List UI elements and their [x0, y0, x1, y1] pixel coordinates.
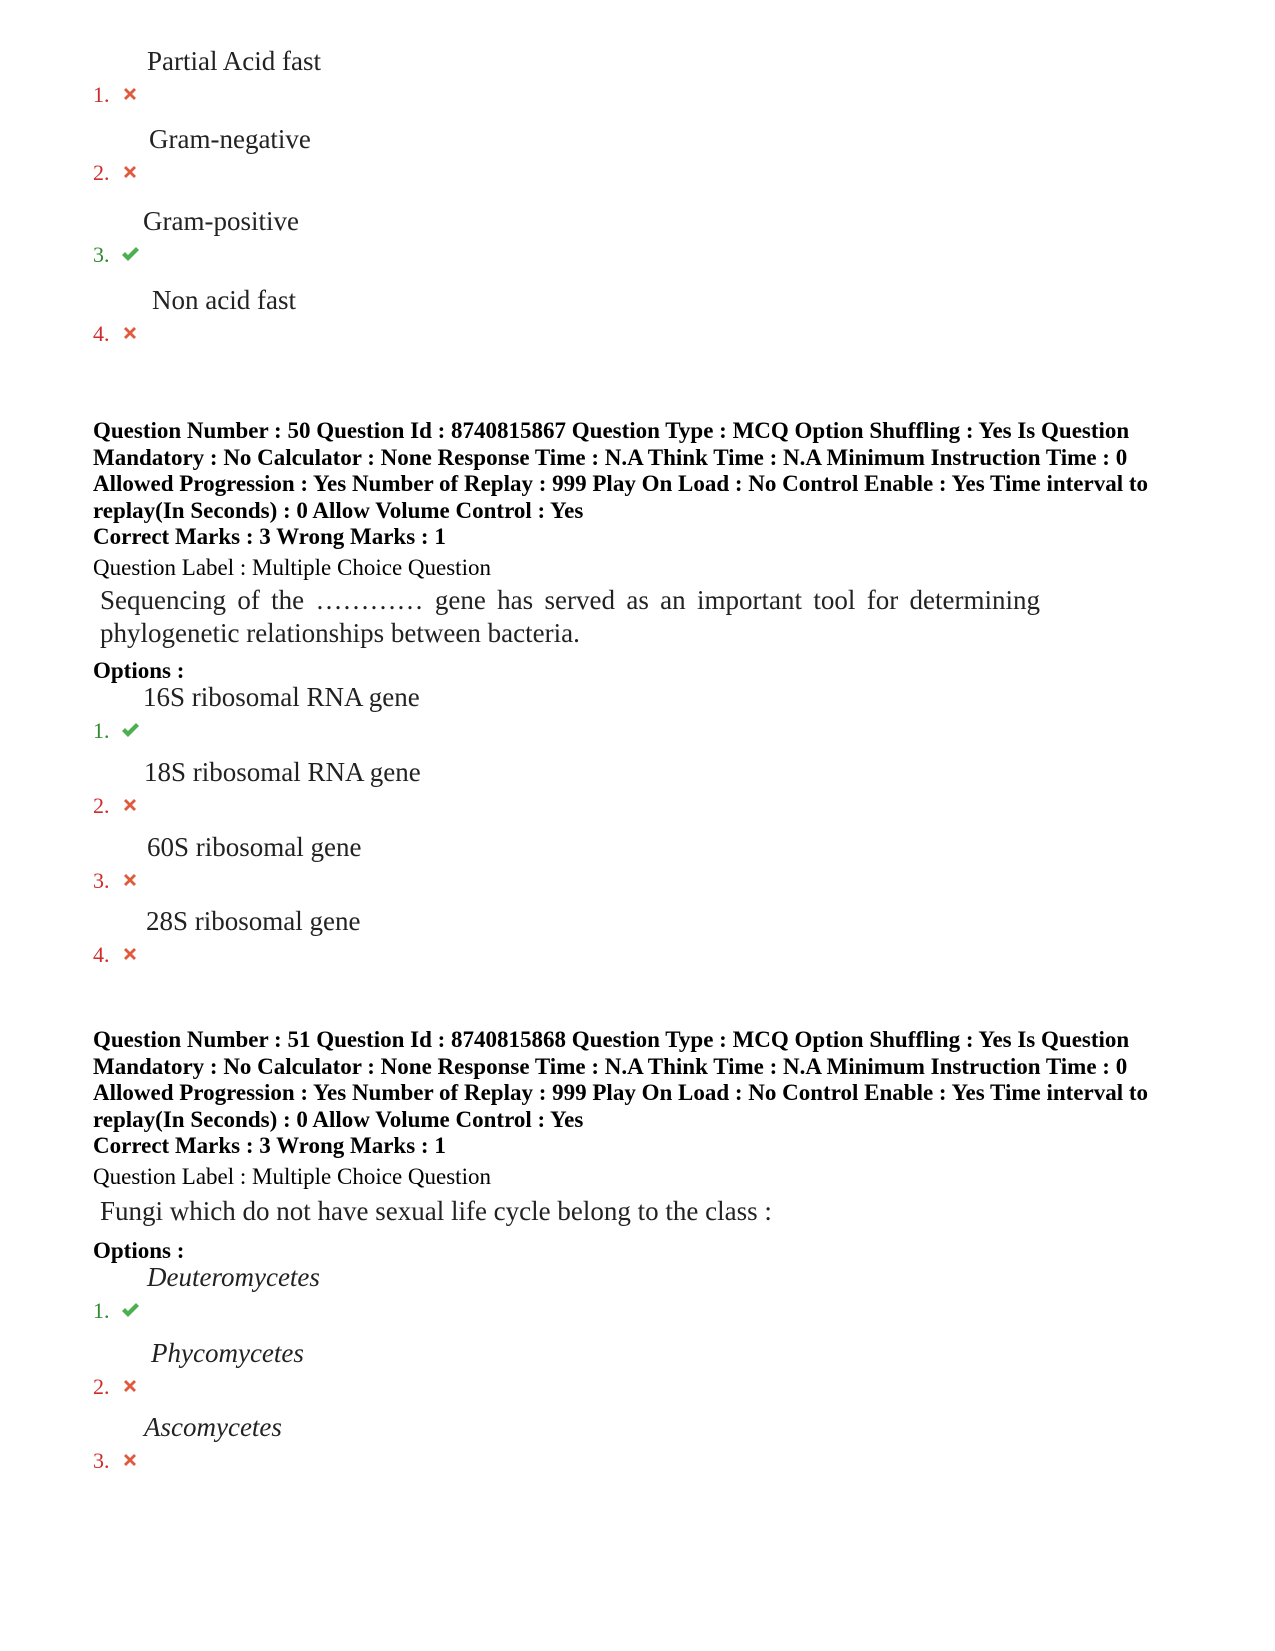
- option-item: [93, 285, 793, 345]
- option-number: 1.: [93, 1298, 110, 1323]
- option-text: Ascomycetes: [144, 1412, 282, 1442]
- cross-icon: [120, 944, 140, 964]
- check-icon: [120, 720, 140, 740]
- option-text: 18S ribosomal RNA gene: [144, 757, 421, 787]
- option-item: [93, 832, 793, 892]
- question-label: Question Label : Multiple Choice Question: [93, 555, 491, 580]
- option-number: 2.: [93, 793, 110, 818]
- option-item: [93, 46, 793, 106]
- option-item: [93, 124, 793, 184]
- option-number: 1.: [93, 718, 110, 743]
- option-number: 2.: [93, 160, 110, 185]
- option-item: [93, 1338, 793, 1398]
- cross-icon: [120, 870, 140, 890]
- question-meta: Question Number : 51 Question Id : 8740815868 Question Type : MCQ Option Shuffling : Yes Is Question Mandatory : No Calculator : None Response Time : N.A Think Time : N.A Minimum Instruction Time : 0 Allowed Progression : Yes Number of Replay : 999 Play On Load : No Control Enable : Yes Time interval to replay(In Seconds) : 0 Allow Volume Control : Yes: [93, 1027, 1149, 1132]
- option-item: [93, 757, 793, 817]
- option-text: 28S ribosomal gene: [146, 906, 361, 936]
- option-number: 4.: [93, 942, 110, 967]
- option-text: Gram-positive: [143, 206, 299, 236]
- option-number: 3.: [93, 868, 110, 893]
- option-text: Phycomycetes: [151, 1338, 304, 1368]
- question-stem: Fungi which do not have sexual life cycle belong to the class :: [100, 1196, 772, 1226]
- cross-icon: [120, 1376, 140, 1396]
- cross-icon: [120, 795, 140, 815]
- cross-icon: [120, 84, 140, 104]
- option-number: 3.: [93, 1448, 110, 1473]
- check-icon: [120, 244, 140, 264]
- option-text: Deuteromycetes: [147, 1262, 320, 1292]
- cross-icon: [120, 323, 140, 343]
- option-item: [93, 906, 793, 966]
- check-icon: [120, 1300, 140, 1320]
- options-header: Options :: [93, 1238, 185, 1263]
- option-number: 1.: [93, 82, 110, 107]
- option-item: [93, 206, 793, 266]
- cross-icon: [120, 162, 140, 182]
- option-text: Gram-negative: [149, 124, 311, 154]
- option-text: Non acid fast: [152, 285, 296, 315]
- option-number: 4.: [93, 321, 110, 346]
- option-item: [93, 1262, 793, 1322]
- option-number: 2.: [93, 1374, 110, 1399]
- cross-icon: [120, 1450, 140, 1470]
- option-item: [93, 1412, 793, 1472]
- option-text: 16S ribosomal RNA gene: [143, 682, 420, 712]
- question-stem: Sequencing of the ………… gene has served as an important tool for determining phylogenetic relationships between bacteria.: [100, 585, 1040, 648]
- option-number: 3.: [93, 242, 110, 267]
- options-header: Options :: [93, 658, 185, 683]
- question-meta: Question Number : 50 Question Id : 8740815867 Question Type : MCQ Option Shuffling : Yes Is Question Mandatory : No Calculator : None Response Time : N.A Think Time : N.A Minimum Instruction Time : 0 Allowed Progression : Yes Number of Replay : 999 Play On Load : No Control Enable : Yes Time interval to replay(In Seconds) : 0 Allow Volume Control : Yes: [93, 418, 1149, 523]
- option-text: Partial Acid fast: [147, 46, 321, 76]
- question-marks: Correct Marks : 3 Wrong Marks : 1: [93, 1133, 446, 1158]
- option-text: 60S ribosomal gene: [147, 832, 362, 862]
- option-item: [93, 682, 793, 742]
- question-marks: Correct Marks : 3 Wrong Marks : 1: [93, 524, 446, 549]
- question-label: Question Label : Multiple Choice Question: [93, 1164, 491, 1189]
